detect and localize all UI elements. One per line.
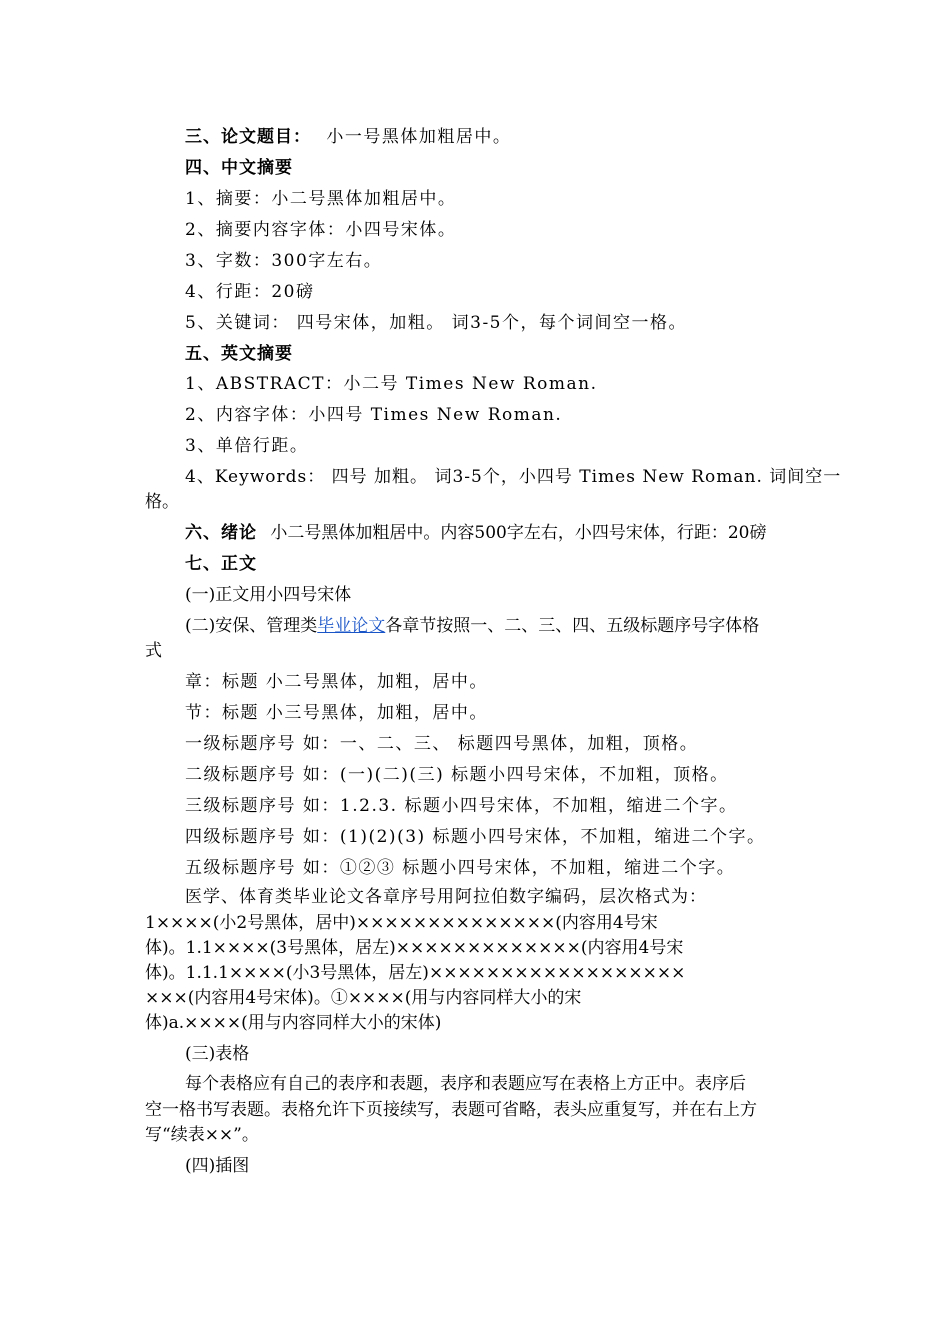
level-5-heading: 五级标题序号 如：①②③ 标题小四号宋体，不加粗，缩进二个字。 (185, 858, 736, 878)
section-4-item-4: 4、行距：20磅 (185, 282, 315, 302)
section-5-item-4-line-1: 4、Keywords： 四号 加粗。 词3-5个，小四号 Times New Roman. 词间空一 (185, 467, 842, 487)
section-6-text: 小二号黑体加粗居中。内容500字左右，小四号宋体，行距：20磅 (270, 523, 767, 543)
medical-line-1: 医学、体育类毕业论文各章序号用阿拉伯数字编码，层次格式为： (185, 887, 707, 907)
section-3-text: 小一号黑体加粗居中。 (326, 127, 512, 147)
section-7-item-4-heading: (四)插图 (185, 1156, 250, 1176)
level-2-heading: 二级标题序号 如：(一)(二)(三) 标题小四号宋体，不加粗，顶格。 (185, 765, 729, 785)
section-4-heading: 四、中文摘要 (185, 158, 293, 178)
thesis-link[interactable]: 毕业论文 (317, 616, 386, 636)
section-5-item-2: 2、内容字体：小四号 Times New Roman. (185, 405, 563, 425)
table-paragraph-line-1: 每个表格应有自己的表序和表题，表序和表题应写在表格上方正中。表序后 (185, 1074, 746, 1094)
level-3-heading: 三级标题序号 如：1.2.3. 标题小四号宋体，不加粗，缩进二个字。 (185, 796, 738, 816)
section-7-heading: 七、正文 (185, 554, 257, 574)
level-1-heading: 一级标题序号 如：一、二、三、 标题四号黑体，加粗，顶格。 (185, 734, 699, 754)
section-7-item-3-heading: (三)表格 (185, 1044, 250, 1064)
section-7-item-1: (一)正文用小四号宋体 (185, 585, 352, 605)
section-5-item-1: 1、ABSTRACT：小二号 Times New Roman. (185, 374, 598, 394)
level-section: 节：标题 小三号黑体，加粗，居中。 (185, 703, 488, 723)
section-7-item-2-line-1 (185, 615, 759, 637)
level-chapter: 章：标题 小二号黑体，加粗，居中。 (185, 672, 488, 692)
table-paragraph-line-2: 空一格书写表题。表格允许下页接续写，表题可省略，表头应重复写，并在右上方 (145, 1100, 757, 1120)
section-3-heading: 三、论文题目： (185, 127, 311, 147)
section-4-item-3: 3、字数：300字左右。 (185, 251, 383, 271)
section-4-item-1: 1、摘要：小二号黑体加粗居中。 (185, 189, 457, 209)
table-paragraph-line-3: 写“续表××”。 (145, 1125, 259, 1145)
section-5-item-3: 3、单倍行距。 (185, 436, 309, 456)
section-7-item-2-line-2: 式 (145, 641, 162, 661)
level-4-heading: 四级标题序号 如：(1)(2)(3) 标题小四号宋体，不加粗，缩进二个字。 (185, 827, 766, 847)
medical-line-5: ×××(内容用4号宋体)。①××××(用与内容同样大小的宋 (145, 988, 582, 1008)
section-6-heading: 六、绪论 (185, 523, 257, 543)
medical-line-2: 1××××(小2号黑体，居中)××××××××××××××(内容用4号宋 (145, 913, 658, 933)
medical-line-3: 体)。1.1××××(3号黑体，居左)×××××××××××××(内容用4号宋 (145, 938, 684, 958)
section-4-item-2: 2、摘要内容字体：小四号宋体。 (185, 220, 457, 240)
section-4-item-5: 5、关键词： 四号宋体，加粗。 词3-5个，每个词间空一格。 (185, 313, 687, 333)
medical-line-6: 体)a.××××(用与内容同样大小的宋体) (145, 1013, 442, 1033)
section-6-line (185, 522, 767, 544)
section-5-item-4-line-2: 格。 (145, 492, 179, 512)
section-5-heading: 五、英文摘要 (185, 344, 293, 364)
section-3-line (185, 126, 511, 148)
section-7-item-2-suffix: 各章节按照一、二、三、四、五级标题序号字体格 (385, 616, 760, 636)
medical-line-4: 体)。1.1.1××××(小3号黑体，居左)×××××××××××××××××× (145, 963, 686, 983)
section-7-item-2-prefix: (二)安保、管理类 (185, 616, 318, 636)
